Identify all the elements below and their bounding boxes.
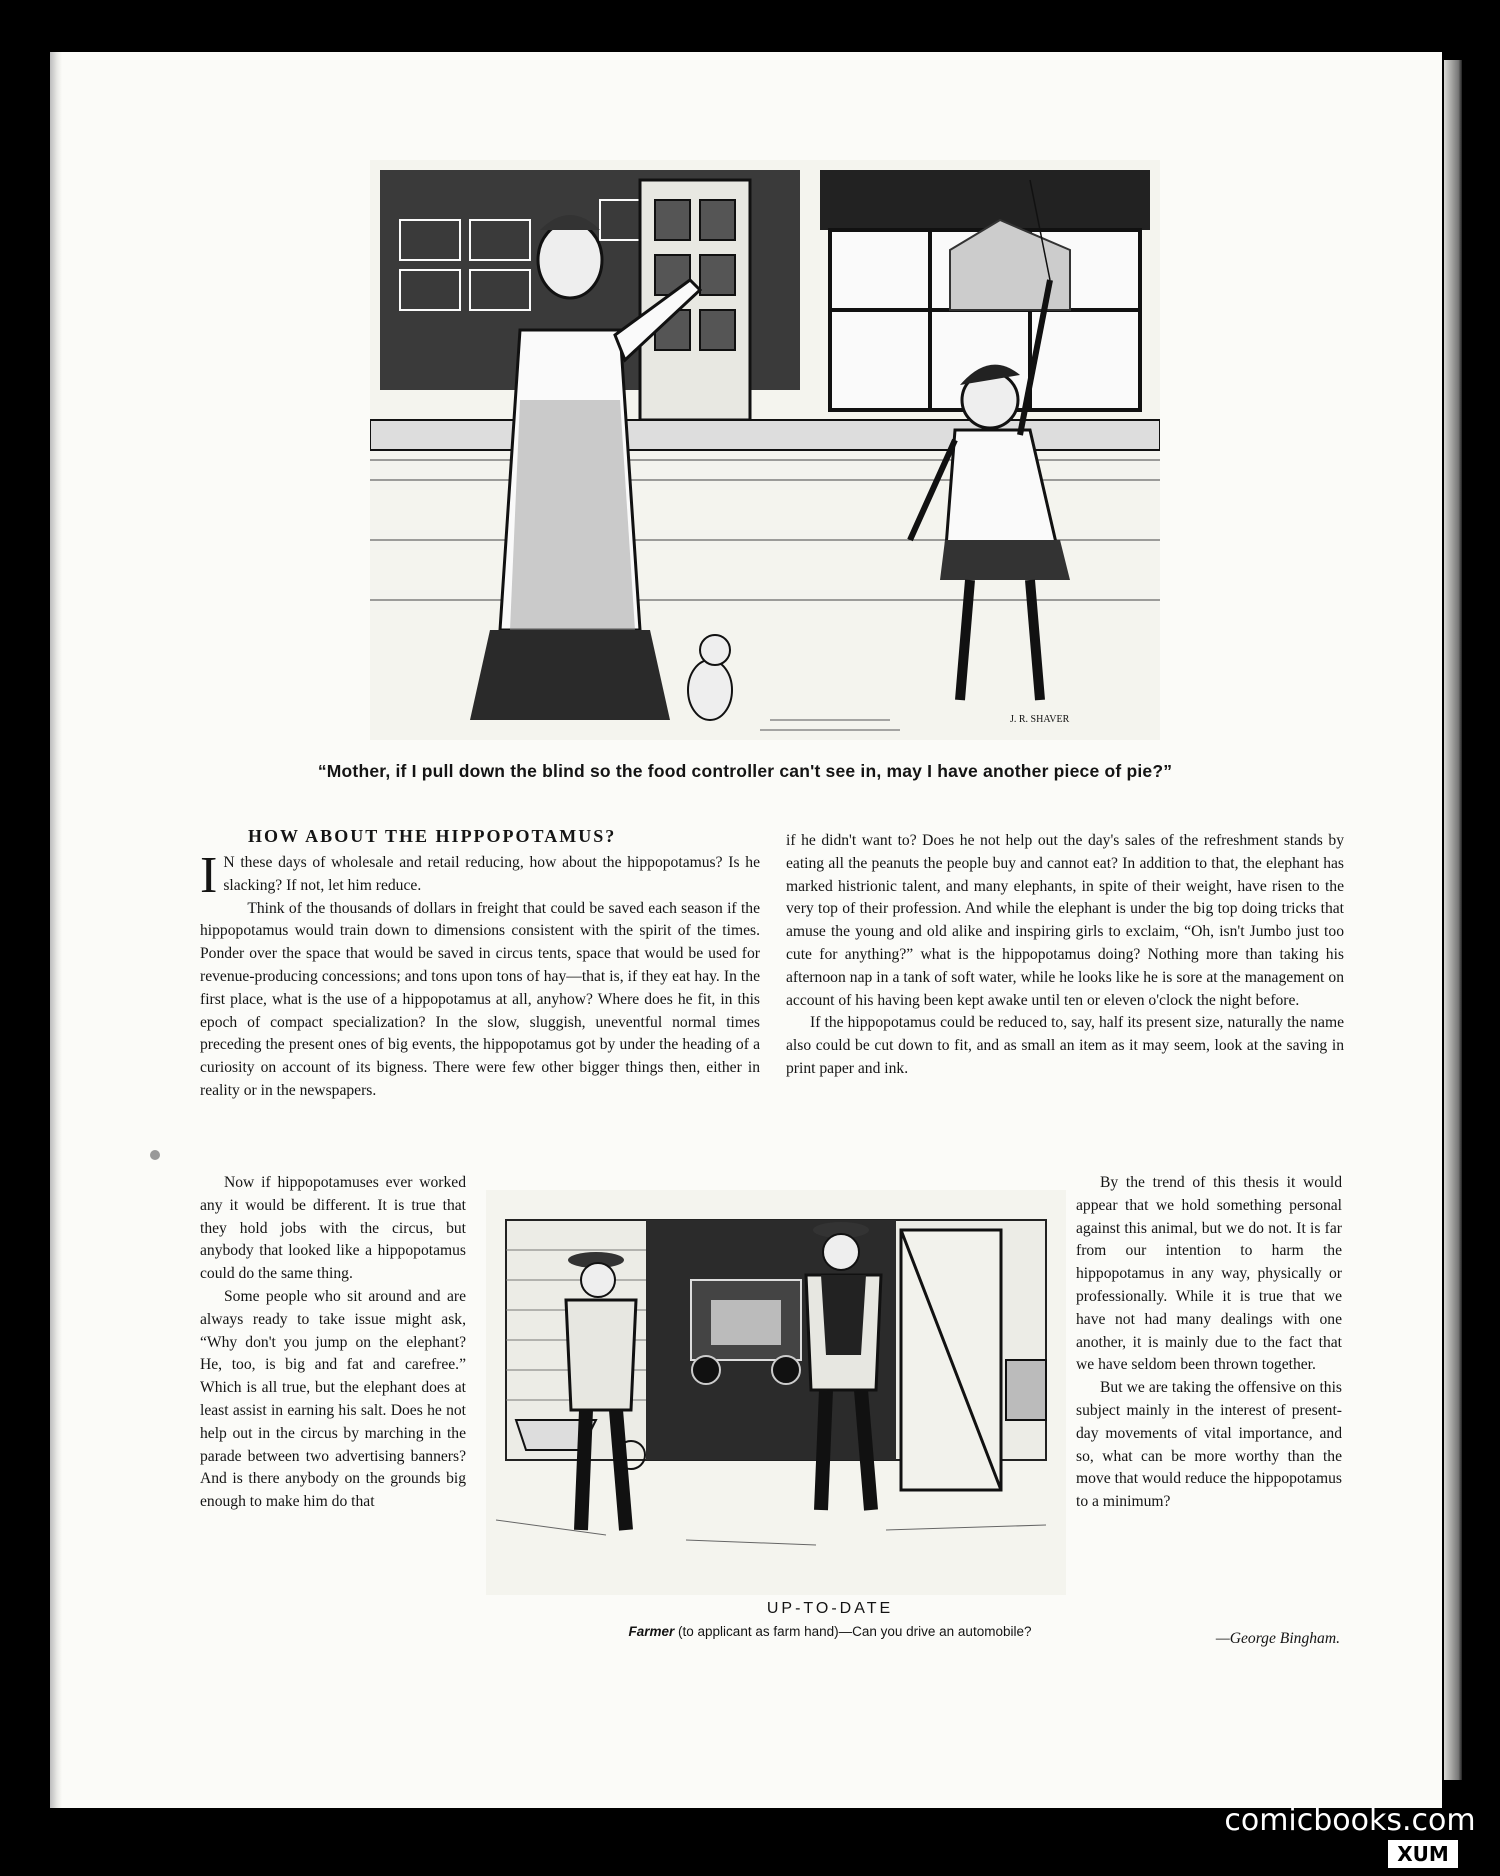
illustrator-signature: J. R. SHAVER	[1010, 714, 1070, 725]
article-byline: —George Bingham.	[1215, 1630, 1340, 1647]
bottom-illustration	[486, 1190, 1066, 1595]
article-paragraph-4: If the hippopotamus could be reduced to, say, half its present size, naturally the name also could be cut down to fit, and as small an item as it may seem, look at the saving in print paper and ink.	[786, 1014, 1344, 1077]
page-right-edge	[1444, 60, 1462, 1780]
top-illustration-caption: “Mother, if I pull down the blind so the food controller can't see in, may I have another piece of pie?”	[317, 761, 1173, 781]
page-blemish	[150, 1150, 160, 1160]
left-column-bottom	[200, 1172, 466, 1514]
bottom-illustration-caption	[480, 1624, 1180, 1639]
article-paragraph-8: But we are taking the offensive on this subject mainly in the interest of present-day movements of vital importance, and so, what can be more worthy than the move that would reduce the hippopotamus to a minimum?	[1076, 1379, 1342, 1511]
caption-speaker: Farmer	[628, 1624, 675, 1639]
drop-cap: I	[200, 847, 218, 904]
article-paragraph-1	[200, 847, 760, 904]
page-binding-edge	[50, 52, 62, 1808]
caption-dialogue: (to applicant as farm hand)—Can you drive an automobile?	[674, 1624, 1032, 1639]
right-column-bottom	[1076, 1172, 1342, 1514]
article-paragraph-2: Think of the thousands of dollars in freight that could be saved each season if the hippopotamus would train down to dimensions consistent with the spirit of the times. Ponder over the space that would be saved in circus tents, space that would be used for revenue-producing concessions; and tons upon tons of hay—that is, if they eat hay. In the first place, what is the use of a hippopotamus at all, anyhow? Where does he fit, in this epoch of compact specialization? In the slow, sluggish, uneventful normal times preceding the present ones of big events, the hippopotamus got by under the heading of a curiosity on account of its bigness. There were few other bigger things then, either in reality or in the newspapers.	[200, 899, 760, 1099]
left-column-top	[200, 847, 760, 1103]
article-headline: HOW ABOUT THE HIPPOPOTAMUS?	[248, 826, 617, 846]
article-paragraph-5: Now if hippopotamuses ever worked any it would be different. It is true that they hold jobs with the circus, but anybody that looked like a hippopotamus could do the same thing.	[200, 1174, 466, 1283]
paragraph-text: N these days of wholesale and retail reducing, how about the hippopotamus? Is he slacking? If not, let him reduce.	[223, 854, 760, 894]
article-paragraph-3: if he didn't want to? Does he not help out the day's sales of the refreshment stands by eating all the peanuts the people buy and cannot eat? In addition to that, the elephant has marked histrionic talent, and many elephants, in spite of their weight, have risen to the very top of their profession. And while the elephant is under the big top doing tricks that amuse the young and old alike and inspiring girls to exclaim, “Oh, isn't Jumbo just too cute for anything?” what is the hippopotamus doing? Nothing more than taking his afternoon nap in a tank of soft water, while he looks like he is sore at the management on account of his having been kept awake until ten or eleven o'clock the night before.	[786, 832, 1344, 1009]
top-illustration	[370, 160, 1160, 740]
article-paragraph-7: By the trend of this thesis it would appear that we hold something personal against this animal, but we do not. It is far from our intention to harm the hippopotamus in any way, physically or professionally. While it is true that we have not had many dealings with one another, it is mainly due to the fact that we have seldom been thrown together.	[1076, 1174, 1342, 1374]
article-paragraph-6: Some people who sit around and are always ready to take issue might ask, “Why don't you jump on the elephant? He, too, is big and fat and carefree.” Which is all true, but the elephant does at least assist in earning his salt. Does he not help out in the circus by marching in the parade between two advertising banners? And is there anybody on the grounds big enough to make him do that	[200, 1287, 466, 1511]
watermark-site: comicbooks.com	[1224, 1803, 1476, 1838]
watermark-tag: XUM	[1388, 1840, 1458, 1868]
right-column-top	[786, 830, 1344, 1081]
bottom-illustration-title: UP-TO-DATE	[766, 1600, 894, 1617]
